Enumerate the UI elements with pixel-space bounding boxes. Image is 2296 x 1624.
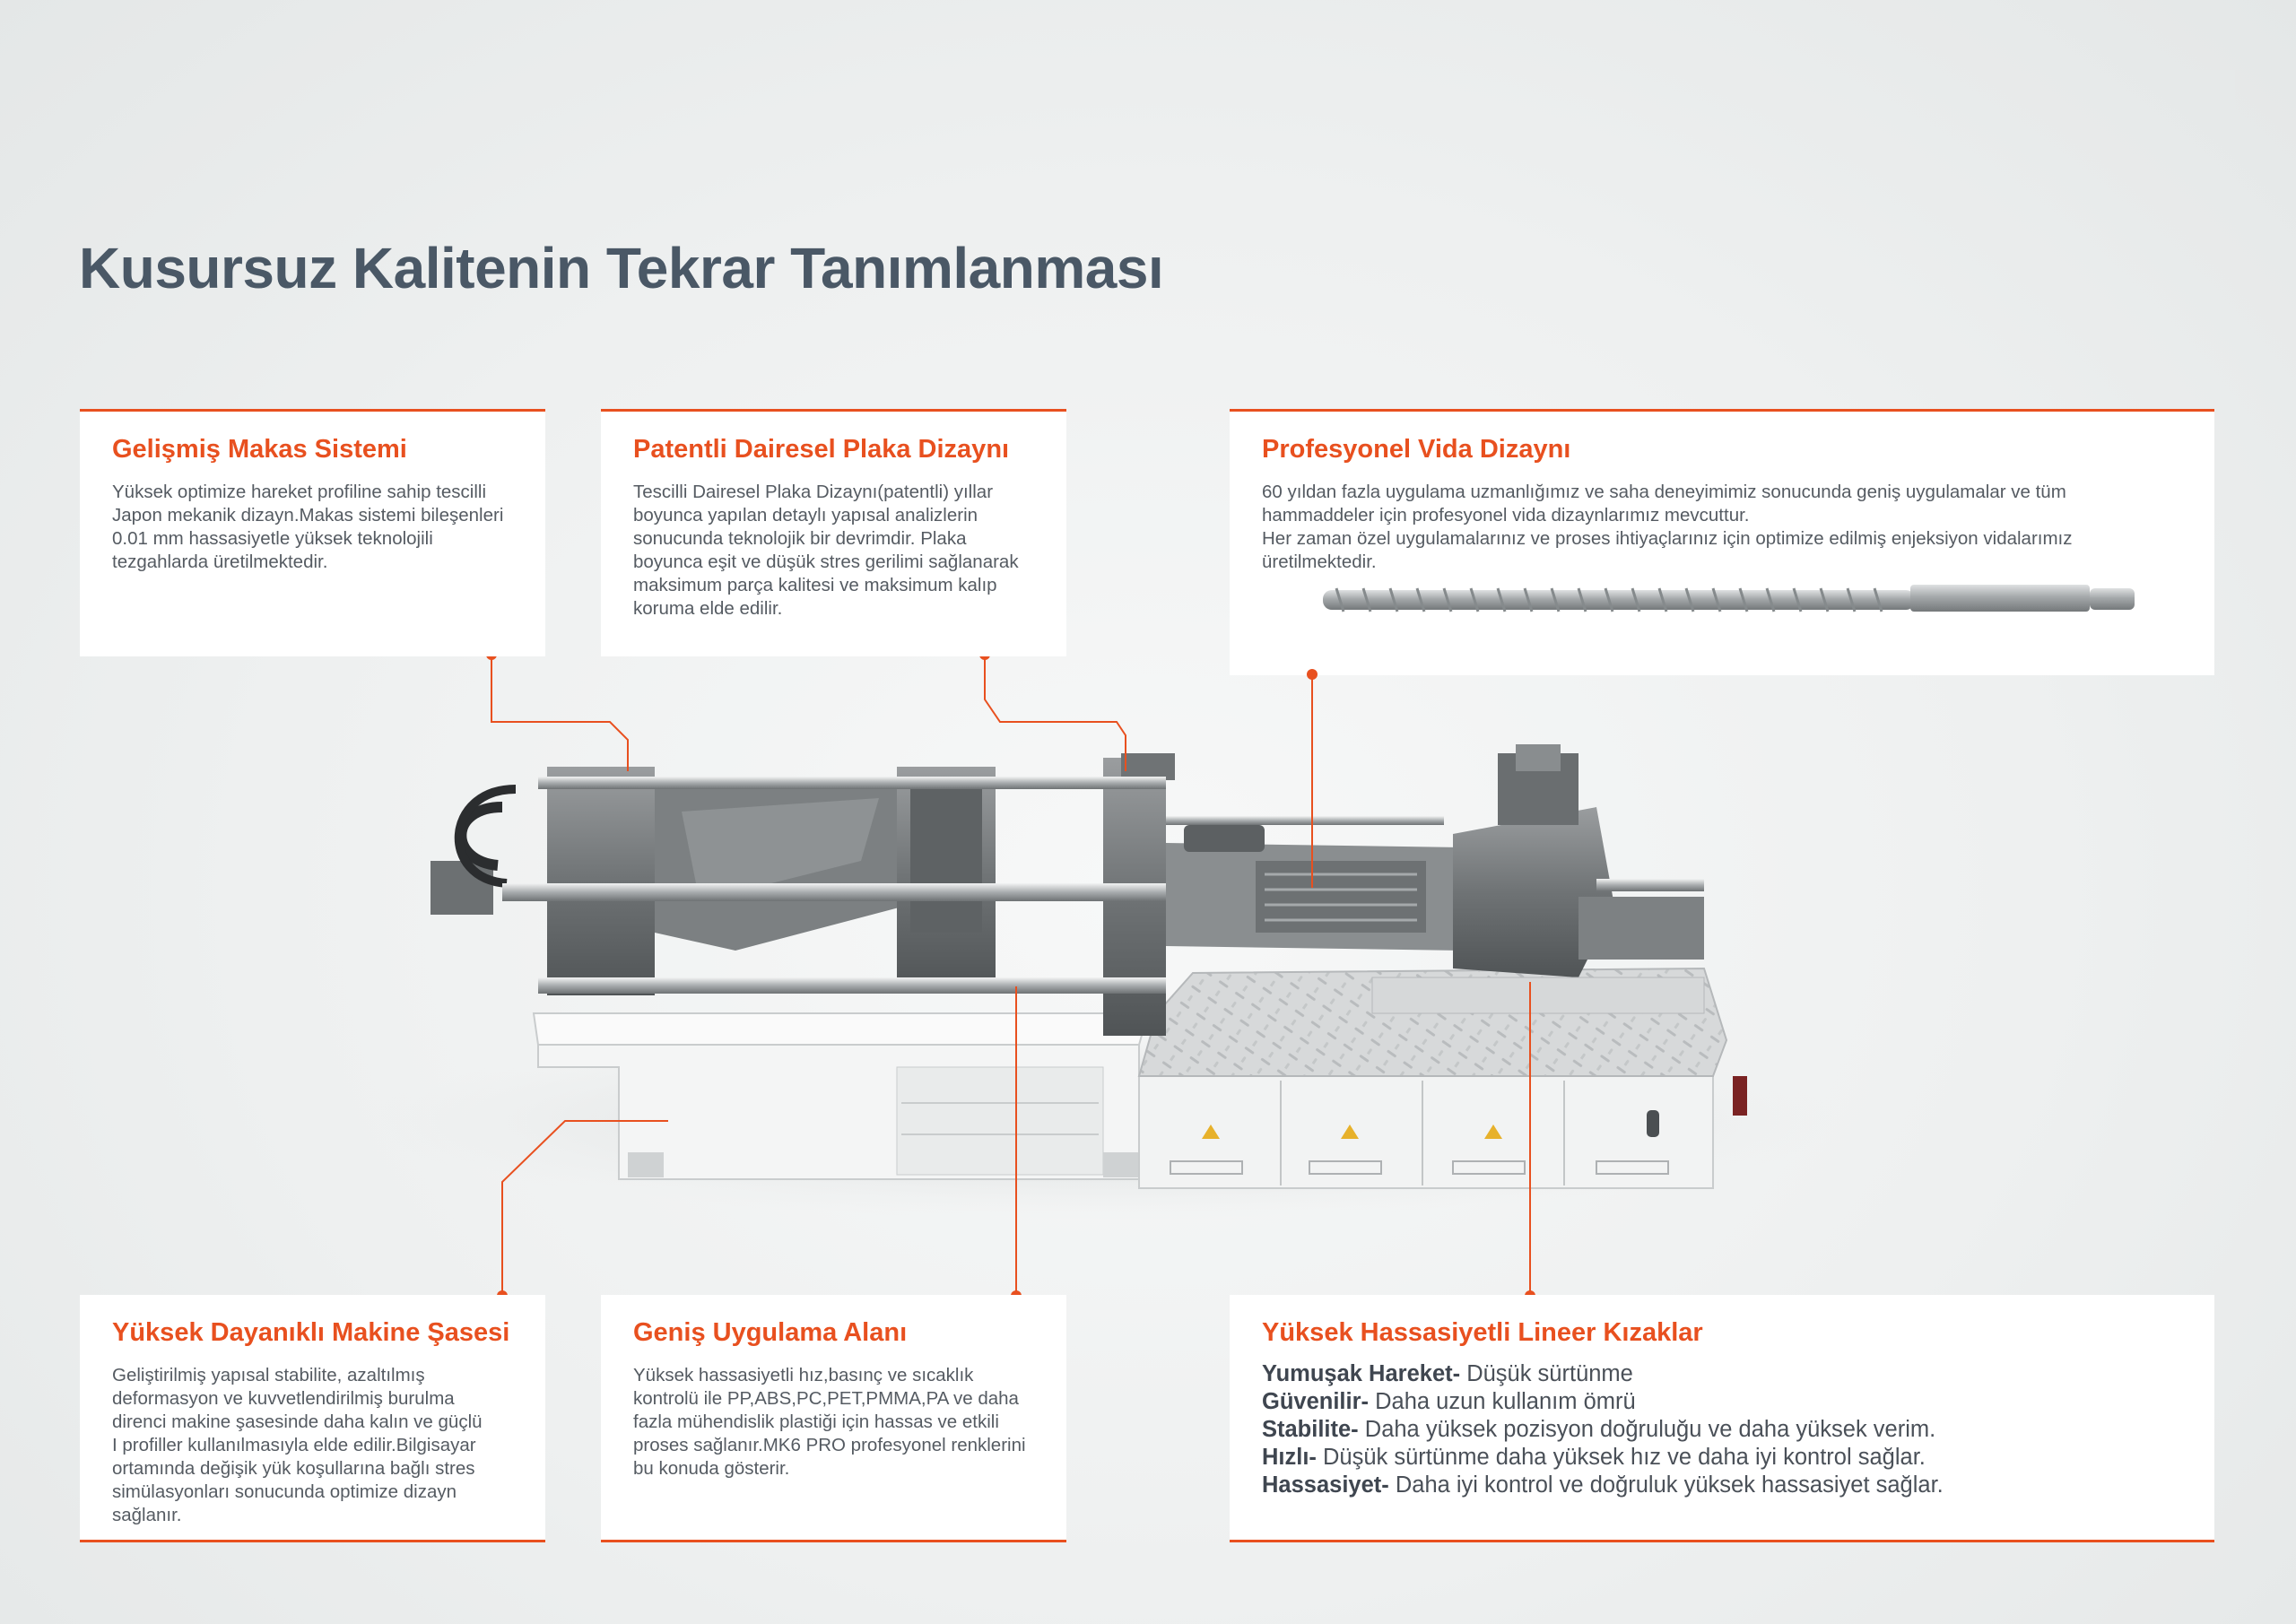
machine-cabinet <box>1139 1076 1713 1188</box>
card-title: Gelişmiş Makas Sistemi <box>112 435 407 464</box>
card-body: Tescilli Dairesel Plaka Dizaynı(patentli) yıllar boyunca yapılan detaylı yapısal analizlerin sonucunda teknolojik bir devrimdir. Plaka boyunca eşit ve düşük stres gerilimi sağlanarak maksimum parça kalitesi ve maksimum kalıp koruma elde edilir. <box>633 482 1019 619</box>
feature-desc: Düşük sürtünme <box>1460 1361 1633 1386</box>
card-vida-dizayni <box>1230 409 2214 675</box>
tie-bar-low <box>538 977 1166 994</box>
card-uygulama-alani <box>601 1295 1066 1542</box>
machine-base-top <box>534 1013 1148 1045</box>
feature-item <box>1262 1444 2184 1472</box>
feature-desc: Daha iyi kontrol ve doğruluk yüksek hassasiyet sağlar. <box>1388 1472 1944 1498</box>
card-title: Yüksek Hassasiyetli Lineer Kızaklar <box>1262 1318 1703 1347</box>
leader-plaka <box>985 655 1126 771</box>
tie-bar-mid <box>502 883 1175 901</box>
card-title: Patentli Dairesel Plaka Dizaynı <box>633 435 1010 464</box>
feature-desc: Daha uzun kullanım ömrü <box>1369 1389 1636 1414</box>
feature-item <box>1262 1416 2184 1444</box>
feature-term: Hızlı- <box>1262 1445 1317 1470</box>
feature-list <box>1262 1360 2184 1499</box>
card-makine-sasesi <box>80 1295 545 1542</box>
feature-item <box>1262 1388 2184 1416</box>
feature-term: Stabilite- <box>1262 1417 1359 1442</box>
card-lineer-kizaklar <box>1230 1295 2214 1542</box>
feature-term: Hassasiyet- <box>1262 1472 1389 1498</box>
feature-desc: Düşük sürtünme daha yüksek hız ve daha iyi kontrol sağlar. <box>1316 1445 1926 1470</box>
rear-platen <box>547 767 655 995</box>
card-title: Geniş Uygulama Alanı <box>633 1318 908 1347</box>
card-body: 60 yıldan fazla uygulama uzmanlığımız ve saha deneyimimiz sonucunda geniş uygulamalar ve tüm hammaddeler için profesyonel vida dizaynlarımız mevcuttur. Her zaman özel uygulamalarınız ve proses ihtiyaçlarınız için optimize edilmiş enjeksiyon vidalarımız üretilmektedir. <box>1262 482 2073 572</box>
card-body: Yüksek hassasiyetli hız,basınç ve sıcaklık kontrolü ile PP,ABS,PC,PET,PMMA,PA ve daha fazla mühendislik plastiği için hassas ve etkili proses sağlanır.MK6 PRO profesyonel renklerini bu konuda gösterir. <box>633 1365 1026 1479</box>
feature-desc: Daha yüksek pozisyon doğruluğu ve daha yüksek verim. <box>1358 1417 1936 1442</box>
card-makas-sistemi <box>80 409 545 656</box>
page-title: Kusursuz Kalitenin Tekrar Tanımlanması <box>79 236 1164 300</box>
machine-base-drawers <box>897 1067 1103 1175</box>
feature-term: Güvenilir- <box>1262 1389 1370 1414</box>
card-body: Geliştirilmiş yapısal stabilite, azaltılmış deformasyon ve kuvvetlendirilmiş burulma direnci makine şasesinde daha kalın ve güçlü I profiller kullanılmasıyla elde edilir.Bilgisayar ortamında değişik yük koşullarına bağlı stres simülasyonları sonucunda optimize dizayn sağlanır. <box>112 1365 483 1525</box>
feature-term: Yumuşak Hareket- <box>1262 1361 1461 1386</box>
feature-item <box>1262 1472 2184 1499</box>
card-title: Profesyonel Vida Dizaynı <box>1262 435 1571 464</box>
leader-makas <box>491 655 628 771</box>
card-body: Yüksek optimize hareket profiline sahip tescilli Japon mekanik dizayn.Makas sistemi bileşenleri 0.01 mm hassasiyetle yüksek teknolojili tezgahlarda üretilmektedir. <box>112 482 504 572</box>
feature-item <box>1262 1360 2184 1388</box>
card-dairesel-plaka <box>601 409 1066 656</box>
card-title: Yüksek Dayanıklı Makine Şasesi <box>112 1318 510 1347</box>
tie-bar-top <box>538 777 1166 789</box>
